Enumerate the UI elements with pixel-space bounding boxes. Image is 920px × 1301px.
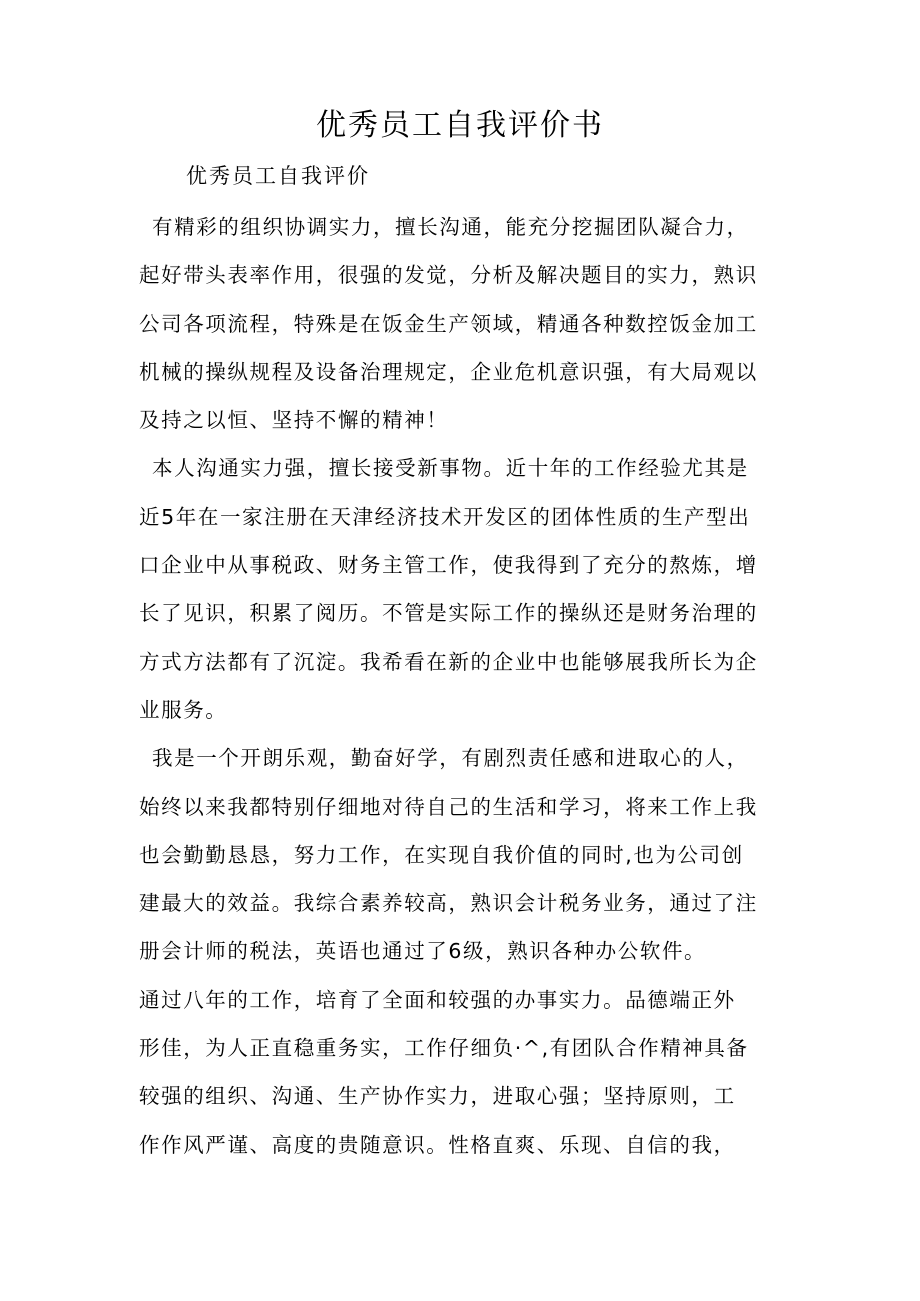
- paragraph-line: 近5年在一家注册在天津经济技术开发区的团体性质的生产型出: [139, 504, 751, 529]
- paragraph-line: 形佳，为人正直稳重务实，工作仔细负·^,有团队合作精神具备: [139, 1036, 749, 1061]
- paragraph-line: 也会勤勤恳恳，努力工作，在实现自我价值的同时,也为公司创: [139, 842, 744, 867]
- paragraph-line: 通过八年的工作，培育了全面和较强的办事实力。品德端正外: [139, 987, 736, 1012]
- paragraph-line: 起好带头表率作用，很强的发觉，分析及解决题目的实力，熟识: [139, 263, 758, 288]
- paragraph-line: 始终以来我都特别仔细地对待自己的生活和学习，将来工作上我: [139, 794, 758, 819]
- paragraph-line: 方式方法都有了沉淀。我希看在新的企业中也能够展我所长为企: [139, 649, 758, 674]
- document-title: 优秀员工自我评价书: [316, 108, 604, 143]
- paragraph-line: 册会计师的税法，英语也通过了6级，熟识各种办公软件。: [139, 939, 707, 964]
- document-subtitle: 优秀员工自我评价: [186, 164, 370, 188]
- paragraph-line: 口企业中从事税政、财务主管工作，使我得到了充分的熬炼，增: [139, 553, 758, 578]
- paragraph-line: 较强的组织、沟通、生产协作实力，进取心强；坚持原则，工: [139, 1084, 736, 1109]
- paragraph-line: 业服务。: [139, 697, 228, 722]
- paragraph-line: 建最大的效益。我综合素养较高，熟识会计税务业务，通过了注: [139, 891, 758, 916]
- paragraph-line: 本人沟通实力强，擅长接受新事物。近十年的工作经验尤其是: [152, 456, 749, 481]
- paragraph-line: 长了见识，积累了阅历。不管是实际工作的操纵还是财务治理的: [139, 601, 758, 626]
- paragraph-line: 有精彩的组织协调实力，擅长沟通，能充分挖掘团队凝合力，: [152, 215, 749, 239]
- paragraph-line: 公司各项流程，特殊是在饭金生产领域，精通各种数控饭金加工: [139, 311, 758, 336]
- body-text: [139, 205, 787, 1171]
- paragraph-line: 机械的操纵规程及设备治理规定，企业危机意识强，有大局观以: [139, 359, 758, 384]
- paragraph-line: 作作风严谨、高度的贵随意识。性格直爽、乐现、自信的我，: [139, 1132, 736, 1157]
- paragraph-line: 我是一个开朗乐观，勤奋好学，有剧烈责任感和进取心的人，: [152, 746, 749, 771]
- paragraph-line: 及持之以恒、坚持不懈的精神！: [139, 408, 449, 433]
